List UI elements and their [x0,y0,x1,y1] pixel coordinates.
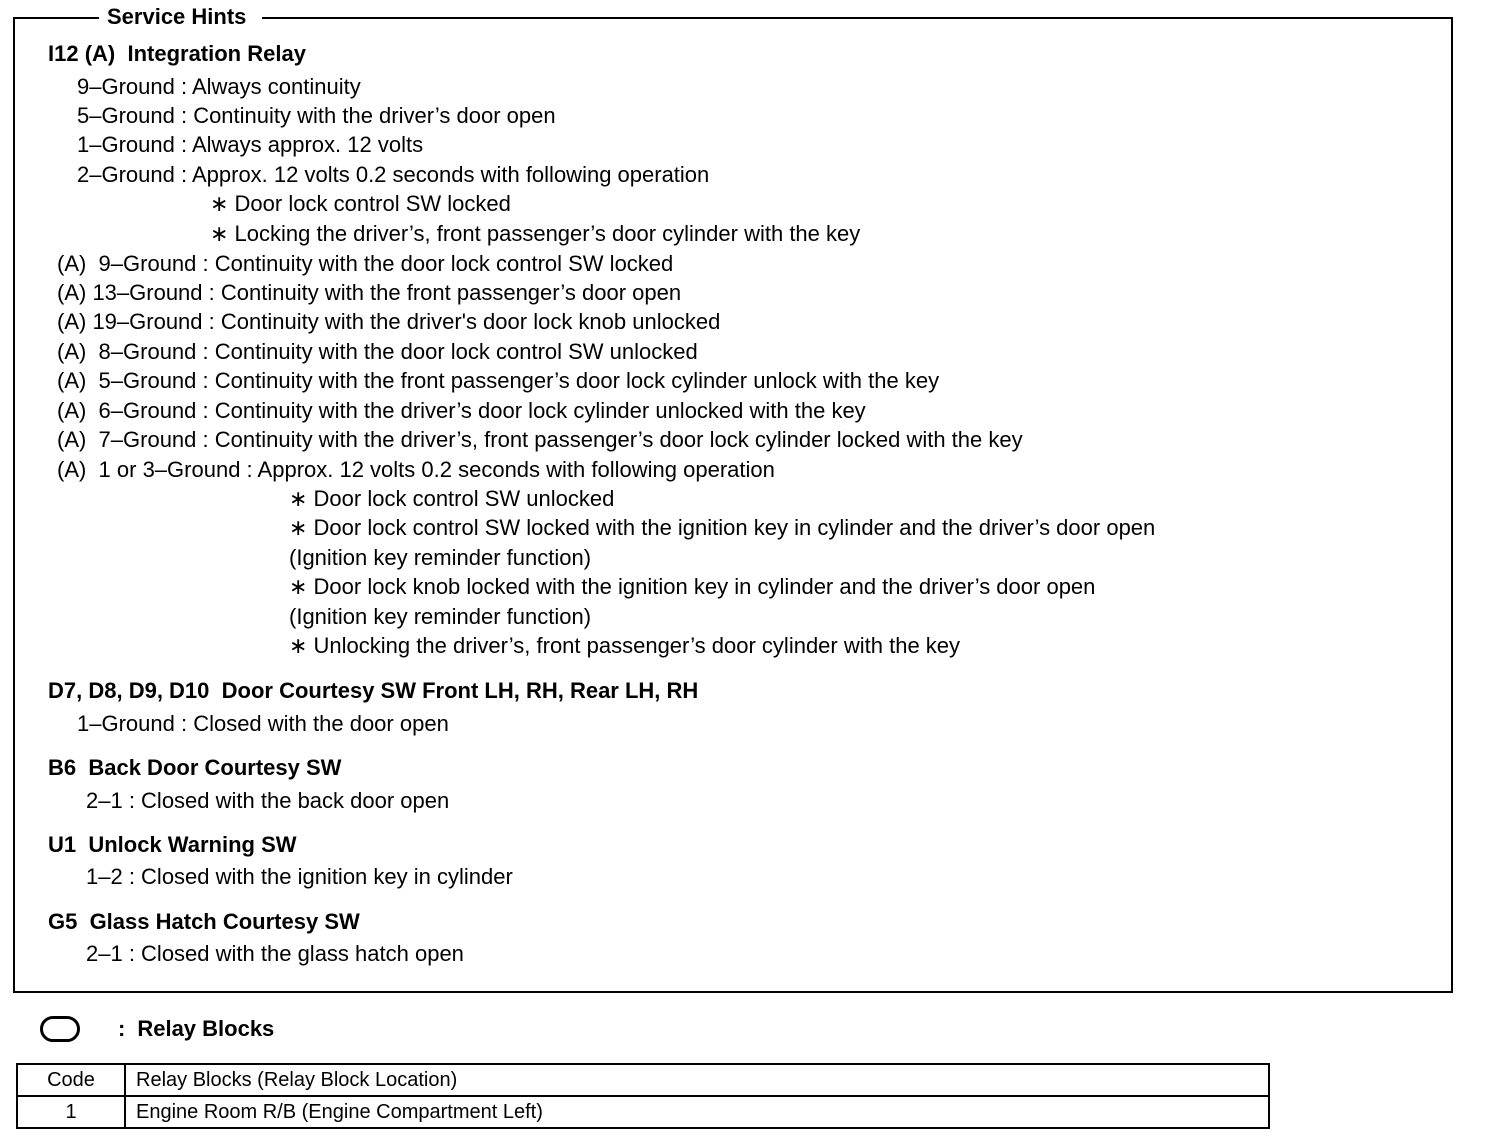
legend-colon: : [118,1016,126,1041]
hint-line: 2–1 : Closed with the back door open [86,788,450,813]
relay-block-symbol-icon [40,1016,80,1042]
header-relay-blocks: Relay Blocks (Relay Block Location) [125,1064,1269,1096]
hint-line: (A) 7–Ground : Continuity with the driver’s, front passenger’s door lock cylinder locked with the key [57,427,1023,452]
section-heading-integration-relay: I12 (A) Integration Relay [48,41,306,66]
hint-line: 1–Ground : Closed with the door open [77,711,449,736]
hint-line: 2–1 : Closed with the glass hatch open [86,941,464,966]
hint-line: (A) 5–Ground : Continuity with the front passenger’s door lock cylinder unlock with the key [57,368,940,393]
cell-code: 1 [17,1096,125,1128]
header-code: Code [17,1064,125,1096]
hint-line: (A) 19–Ground : Continuity with the driver's door lock knob unlocked [57,309,721,334]
hint-subline: ∗ Locking the driver’s, front passenger’s door cylinder with the key [210,221,861,246]
hint-line: (A) 1 or 3–Ground : Approx. 12 volts 0.2 seconds with following operation [57,457,775,482]
hint-subline: (Ignition key reminder function) [289,545,592,570]
section-heading-back-door-courtesy-sw: B6 Back Door Courtesy SW [48,755,342,780]
cell-relay-block-location: Engine Room R/B (Engine Compartment Left) [125,1096,1269,1128]
relay-blocks-table [16,1063,1270,1129]
hint-line: 1–Ground : Always approx. 12 volts [77,132,424,157]
hint-line: 2–Ground : Approx. 12 volts 0.2 seconds with following operation [77,162,710,187]
table-row [17,1096,1269,1128]
hint-line: 5–Ground : Continuity with the driver’s door open [77,103,556,128]
hint-subline: ∗ Door lock control SW locked with the ignition key in cylinder and the driver’s door open [289,515,1156,540]
hint-line: (A) 6–Ground : Continuity with the driver’s door lock cylinder unlocked with the key [57,398,866,423]
hint-subline: ∗ Door lock control SW unlocked [289,486,615,511]
hint-subline: ∗ Door lock knob locked with the ignition key in cylinder and the driver’s door open [289,574,1096,599]
relay-blocks-legend [40,1016,274,1042]
hint-subline: ∗ Door lock control SW locked [210,191,511,216]
hint-subline: (Ignition key reminder function) [289,604,592,629]
hint-line: (A) 9–Ground : Continuity with the door lock control SW locked [57,251,674,276]
hint-subline: ∗ Unlocking the driver’s, front passenger’s door cylinder with the key [289,633,961,658]
service-hints-title: Service Hints [99,4,262,30]
section-heading-door-courtesy-sw: D7, D8, D9, D10 Door Courtesy SW Front LH, RH, Rear LH, RH [48,678,699,703]
hint-line: (A) 13–Ground : Continuity with the front passenger’s door open [57,280,682,305]
table-header-row [17,1064,1269,1096]
legend-label: Relay Blocks [137,1016,275,1041]
hint-line: 9–Ground : Always continuity [77,74,361,99]
section-heading-glass-hatch-courtesy-sw: G5 Glass Hatch Courtesy SW [48,909,360,934]
hint-line: 1–2 : Closed with the ignition key in cylinder [86,864,513,889]
hint-line: (A) 8–Ground : Continuity with the door lock control SW unlocked [57,339,698,364]
section-heading-unlock-warning-sw: U1 Unlock Warning SW [48,832,297,857]
